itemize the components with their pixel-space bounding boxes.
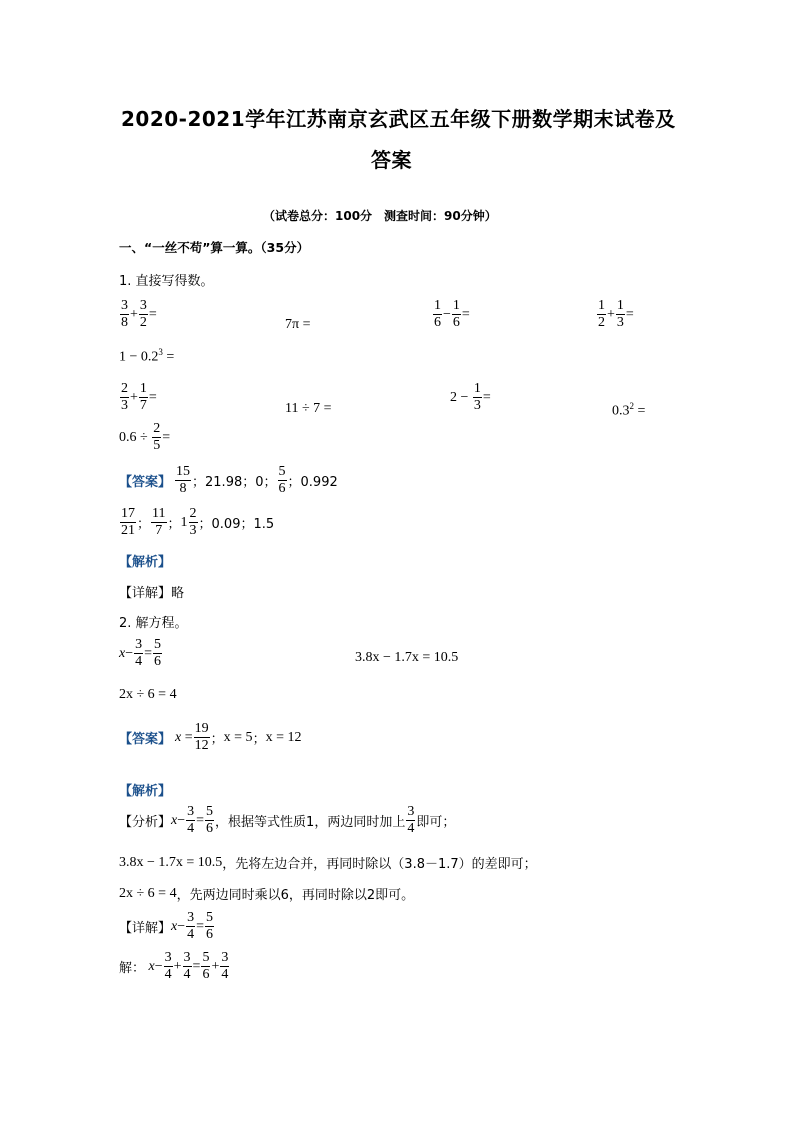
- analysis-label-2: 【解析】: [119, 784, 172, 799]
- expr-1: $\frac{3}{8}$ + $\frac{3}{2}$ =: [121, 298, 157, 330]
- expr-10: 0.6 ÷ $\frac{2}{5}$ =: [119, 421, 171, 453]
- expr-9: $0.3^2$ =: [612, 401, 646, 419]
- equation-2: 3.8x − 1.7x = 10.5: [355, 650, 459, 665]
- fenxi-line-2: 3.8x − 1.7x = 10.5 ，先将左边合并，再同时除以（3.8－1.7）的差即可；: [119, 854, 537, 872]
- expr-8: 2 − $\frac{1}{3}$ =: [450, 381, 491, 413]
- analysis-label: 【解析】: [119, 555, 172, 570]
- answer-1-line1: 【答案】 $\frac{15}{8}$ ；21.98；0； $\frac{5}{6}$ ；0.992: [119, 464, 338, 496]
- fenxi-line-1: 【分析】 x − $\frac{3}{4}$ = $\frac{5}{6}$ ，根据等式性质1，两边同时加上 $\frac{3}{4}$ 即可；: [119, 804, 456, 836]
- page-title-line1: 2020-2021学年江苏南京玄武区五年级下册数学期末试卷及: [121, 107, 676, 131]
- expr-5: $1 - 0.2^3$ =: [119, 347, 175, 365]
- detail-1: 【详解】略: [119, 586, 185, 601]
- equation-3: 2x ÷ 6 = 4: [119, 687, 177, 702]
- question-1-prompt: 1. 直接写得数。: [119, 274, 214, 289]
- detail-2: 【详解】 x − $\frac{3}{4}$ = $\frac{5}{6}$: [119, 910, 214, 942]
- answer-label: 【答案】: [119, 475, 172, 490]
- fenxi-line-3: 2x ÷ 6 = 4 ，先两边同时乘以6，再同时除以2即可。: [119, 885, 415, 903]
- answer-1-line2: $\frac{17}{21}$ ； $\frac{11}{7}$ ； 1 $\frac{2}{3}$ ；0.09；1.5: [121, 506, 275, 538]
- expr-4: $\frac{1}{2}$ + $\frac{1}{3}$ =: [598, 298, 634, 330]
- equation-1: x − $\frac{3}{4}$ = $\frac{5}{6}$: [119, 637, 162, 669]
- expr-3: $\frac{1}{6}$ − $\frac{1}{6}$ =: [434, 298, 470, 330]
- expr-7: 11 ÷ 7 =: [285, 401, 332, 416]
- section-heading: 一、“一丝不苟”算一算。（35分）: [119, 240, 310, 255]
- question-2-prompt: 2. 解方程。: [119, 616, 188, 631]
- expr-6: $\frac{2}{3}$ + $\frac{1}{7}$ =: [121, 381, 157, 413]
- page-title-line2: 答案: [371, 148, 412, 172]
- answer-2: 【答案】 x = $\frac{19}{12}$ ； x = 5 ； x = 12: [119, 721, 302, 753]
- solution-step: 解： x − $\frac{3}{4}$ + $\frac{3}{4}$ = $\frac{5}{6}$ + $\frac{3}{4}$: [119, 950, 229, 982]
- exam-info: （试卷总分：100分 测查时间：90分钟）: [263, 209, 497, 223]
- expr-2: 7π =: [285, 317, 311, 332]
